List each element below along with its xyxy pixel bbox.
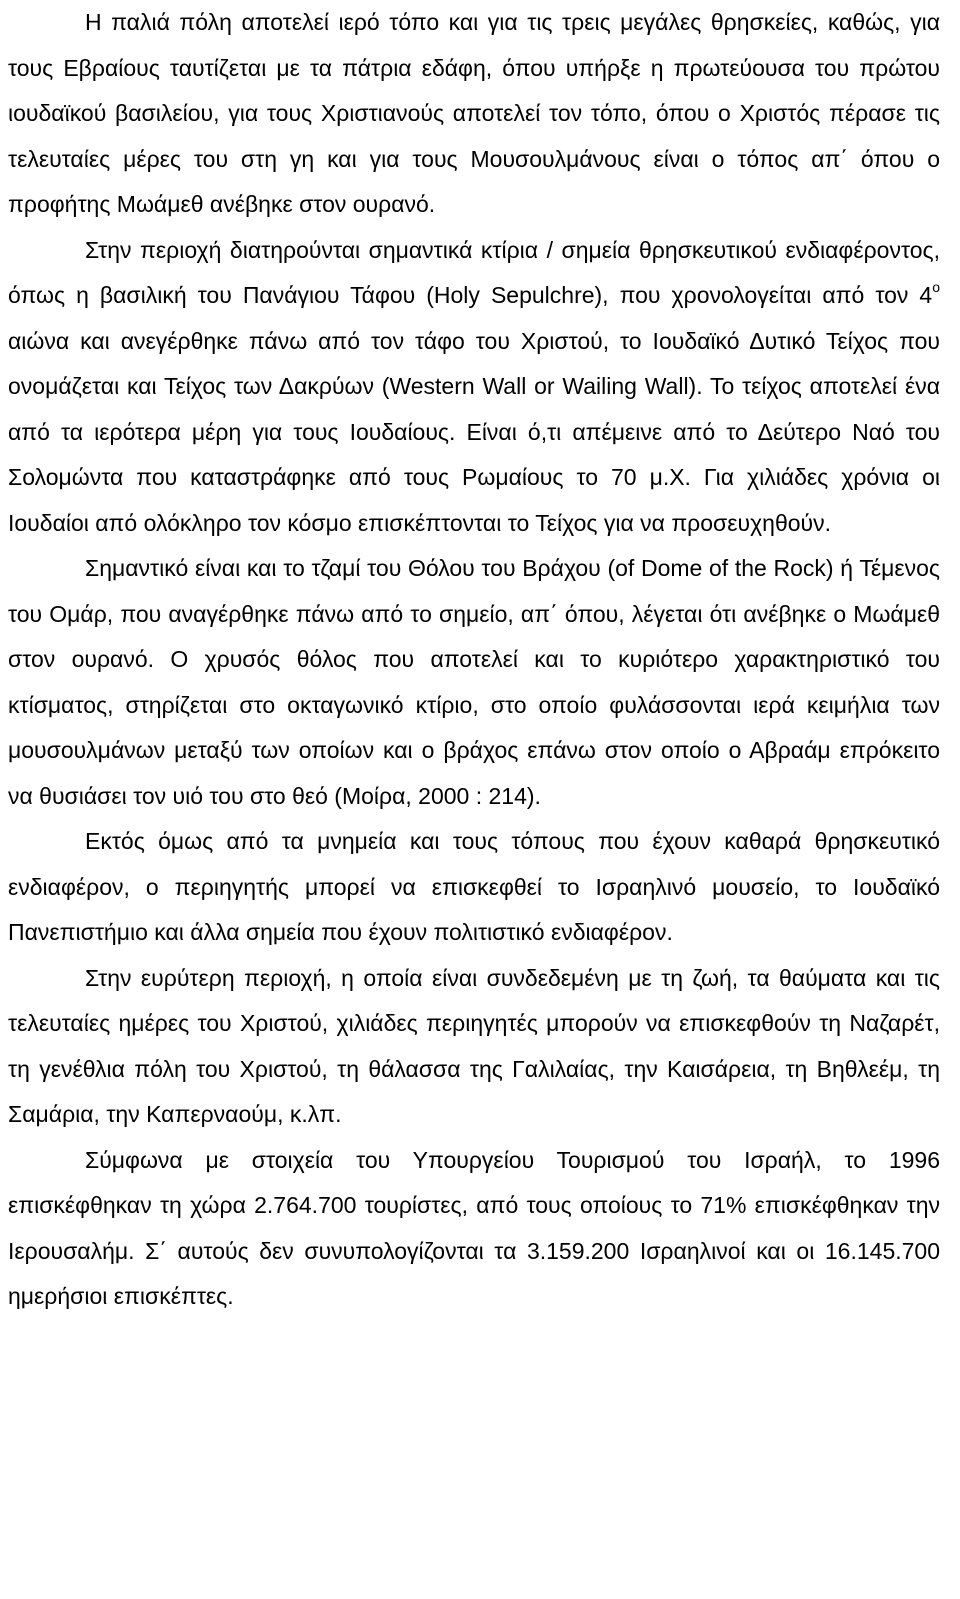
paragraph-religious-sites-text-end: αιώνα και ανεγέρθηκε πάνω από τον τάφο του Χριστού, το Ιουδαϊκό Δυτικό Τείχος που ονομάζεται και Τείχος των Δακρύων (Western Wall or Wailing Wall). Το τείχος αποτελεί ένα από τα ιερότερα μέρη για τους Ιουδαίους. Είναι ό,τι απέμεινε από το Δεύτερο Ναό του Σολομώντα που καταστράφηκε από τους Ρωμαίους το 70 μ.Χ. Για χιλιάδες χρόνια οι Ιουδαίοι από ολόκληρο τον κόσμο επισκέπτονται το Τείχος για να προσευχηθούν. [8, 327, 940, 536]
paragraph-religious-sites-text-start: Στην περιοχή διατηρούνται σημαντικά κτίρια / σημεία θρησκευτικού ενδιαφέροντος, όπως η βασιλική του Πανάγιου Τάφου (Holy Sepulchre), που χρονολογείται από τον 4 [8, 236, 940, 308]
paragraph-statistics: Σύμφωνα με στοιχεία του Υπουργείου Τουρισμού του Ισραήλ, το 1996 επισκέφθηκαν τη χώρα 2.764.700 τουρίστες, από τους οποίους το 71% επισκέφθηκαν την Ιερουσαλήμ. Σ΄ αυτούς δεν συνυπολογίζονται τα 3.159.200 Ισραηλινοί και οι 16.145.700 ημερήσιοι επισκέπτες. [8, 1146, 940, 1309]
paragraph-cultural-sites: Εκτός όμως από τα μνημεία και τους τόπους που έχουν καθαρά θρησκευτικό ενδιαφέρον, ο περιηγητής μπορεί να επισκεφθεί το Ισραηλινό μουσείο, το Ιουδαϊκό Πανεπιστήμιο και άλλα σημεία που έχουν πολιτιστικό ενδιαφέρον. [8, 828, 940, 945]
paragraph-dome-of-the-rock: Σημαντικό είναι και το τζαμί του Θόλου του Βράχου (of Dome of the Rock) ή Τέμενος του Ομάρ, που αναγέρθηκε πάνω από το σημείο, απ΄ όπου, λέγεται ότι ανέβηκε ο Μωάμεθ στον ουρανό. Ο χρυσός θόλος που αποτελεί και το κυριότερο χαρακτηριστικό του κτίσματος, στηρίζεται στο οκταγωνικό κτίριο, στο οποίο φυλάσσονται ιερά κειμήλια των μουσουλμάνων μεταξύ των οποίων και ο βράχος επάνω στον οποίο ο Αβραάμ επρόκειτο να θυσιάσει τον υιό του στο θεό (Μοίρα, 2000 : 214). [8, 555, 940, 809]
paragraph-wider-region: Στην ευρύτερη περιοχή, η οποία είναι συνδεδεμένη με τη ζωή, τα θαύματα και τις τελευταίες ημέρες του Χριστού, χιλιάδες περιηγητές μπορούν να επισκεφθούν τη Ναζαρέτ, τη γενέθλια πόλη του Χριστού, τη θάλασσα της Γαλιλαίας, την Καισάρεια, τη Βηθλεέμ, τη Σαμάρια, την Καπερναούμ, κ.λπ. [8, 964, 940, 1127]
paragraph-religious-sites [8, 228, 940, 547]
paragraph-old-city: Η παλιά πόλη αποτελεί ιερό τόπο και για τις τρεις μεγάλες θρησκείες, καθώς, για τους Εβραίους ταυτίζεται με τα πάτρια εδάφη, όπου υπήρξε η πρωτεύουσα του πρώτου ιουδαϊκού βασιλείου, για τους Χριστιανούς αποτελεί τον τόπο, όπου ο Χριστός πέρασε τις τελευταίες μέρες του στη γη και για τους Μουσουλμάνους είναι ο τόπος απ΄ όπου ο προφήτης Μωάμεθ ανέβηκε στον ουρανό. [8, 9, 940, 217]
document-page [8, 0, 940, 1320]
ordinal-superscript: ο [932, 279, 940, 296]
